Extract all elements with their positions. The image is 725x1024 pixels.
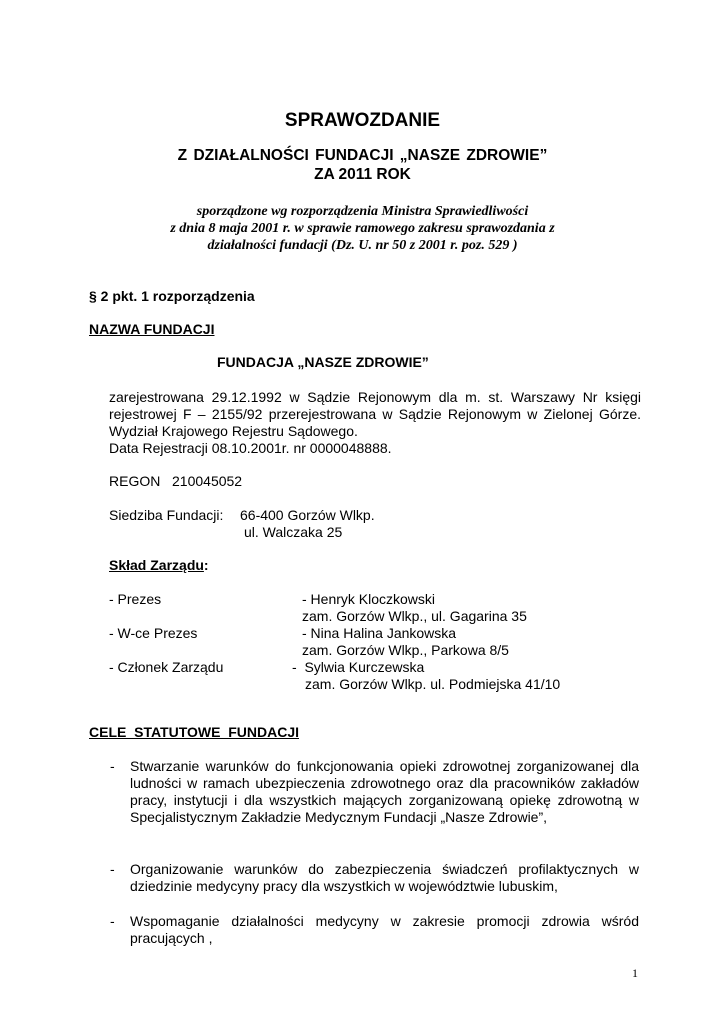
- document-title: SPRAWOZDANIE: [284, 110, 441, 131]
- goal-item: Wspomaganie działalności medycyny w zakresie promocji zdrowia wśród pracujących ,: [130, 913, 639, 946]
- document-subtitle: Z DZIAŁALNOŚCI FUNDACJI „NASZE ZDROWIE”: [177, 147, 548, 164]
- board-member-address: zam. Gorzów Wlkp., ul. Gagarina 35: [302, 608, 527, 624]
- board-role: - W-ce Prezes: [109, 625, 198, 641]
- board-role: - Członek Zarządu: [109, 659, 224, 675]
- legal-note-line-3: działalności fundacji (Dz. U. nr 50 z 2001 r. poz. 529 ): [207, 238, 518, 253]
- board-heading: [109, 557, 209, 573]
- registration-date: Data Rejestracji 08.10.2001r. nr 0000048888.: [109, 440, 392, 456]
- seat-city: 66-400 Gorzów Wlkp.: [240, 507, 375, 523]
- bullet-dash: -: [110, 913, 115, 929]
- name-heading: NAZWA FUNDACJI: [89, 321, 215, 337]
- registration-text: zarejestrowana 29.12.1992 w Sądzie Rejonowym dla m. st. Warszawy Nr księgi rejestrowej F – 2155/92 przerejestrowana w Sądzie Rejonowym w Zielonej Górze. Wydział Krajowego Rejestru Sądowego.: [109, 389, 641, 439]
- board-heading-label: Skład Zarządu: [109, 557, 204, 573]
- bullet-dash: -: [110, 758, 115, 774]
- board-role: - Prezes: [109, 591, 162, 607]
- seat-street: ul. Walczaka 25: [244, 524, 343, 540]
- page-number: 1: [632, 966, 638, 980]
- regon-number: REGON 210045052: [109, 473, 243, 489]
- legal-note-line-2: z dnia 8 maja 2001 r. w sprawie ramowego zakresu sprawozdania z: [170, 221, 555, 236]
- board-member-name: - Nina Halina Jankowska: [302, 625, 457, 641]
- goal-item: Stwarzanie warunków do funkcjonowania opieki zdrowotnej zorganizowanej dla ludności w ramach ubezpieczenia zdrowotnego oraz dla pracowników zakładów pracy, instytucji i dla wszystkich mających zorganizowaną opiekę zdrowotną w Specjalistycznym Zakładzie Medycznym Fundacji „Nasze Zdrowie”,: [130, 758, 639, 825]
- bullet-dash: -: [110, 861, 115, 877]
- board-member-name: - Sylwia Kurczewska: [292, 659, 425, 675]
- document-year: ZA 2011 ROK: [314, 166, 411, 183]
- section-reference: § 2 pkt. 1 rozporządzenia: [89, 288, 255, 304]
- foundation-name: FUNDACJA „NASZE ZDROWIE”: [217, 354, 429, 370]
- board-heading-colon: :: [203, 557, 209, 573]
- board-member-address: zam. Gorzów Wlkp. ul. Podmiejska 41/10: [305, 676, 561, 692]
- seat-label: Siedziba Fundacji:: [109, 507, 224, 523]
- board-member-address: zam. Gorzów Wlkp., Parkowa 8/5: [302, 642, 509, 658]
- board-member-name: - Henryk Kloczkowski: [302, 591, 436, 607]
- goal-item: Organizowanie warunków do zabezpieczenia świadczeń profilaktycznych w dziedzinie medycyny pracy dla wszystkich w województwie lubuskim,: [130, 861, 639, 894]
- goals-heading: CELE STATUTOWE FUNDACJI: [89, 724, 299, 740]
- legal-note-line-1: sporządzone wg rozporządzenia Ministra Sprawiedliwości: [196, 204, 529, 219]
